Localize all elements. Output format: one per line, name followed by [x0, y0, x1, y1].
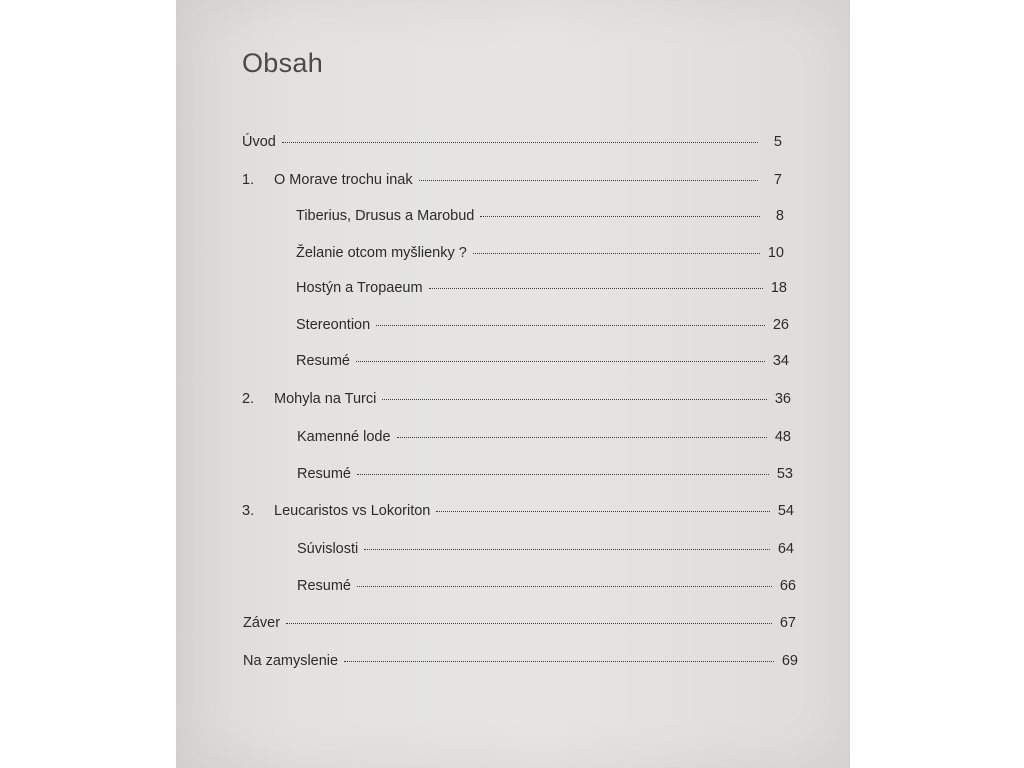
toc-entry-title: Leucaristos vs Lokoriton: [274, 503, 431, 519]
toc-entry-title: Resumé: [296, 353, 350, 369]
dot-leader: [282, 142, 758, 143]
toc-entry-number: 1.: [242, 172, 255, 188]
toc-entry-page-number: 10: [767, 245, 784, 261]
table-of-contents: [176, 0, 850, 768]
toc-entry: [296, 245, 784, 265]
dot-leader: [357, 474, 769, 475]
toc-entry-title: O Morave trochu inak: [274, 172, 413, 188]
dot-leader: [436, 511, 770, 512]
dot-leader: [397, 437, 767, 438]
toc-entry-title: Resumé: [297, 578, 351, 594]
toc-entry-title: Úvod: [242, 134, 276, 150]
toc-entry: [243, 653, 798, 673]
toc-entry-page-number: 48: [774, 429, 791, 445]
toc-entry-page-number: 69: [781, 653, 798, 669]
toc-entry-title: Záver: [243, 615, 281, 631]
toc-entry: [297, 429, 791, 449]
dot-leader: [480, 216, 760, 217]
toc-entry-title: Resumé: [297, 466, 351, 482]
toc-entry-page-number: 66: [779, 578, 796, 594]
dot-leader: [419, 180, 758, 181]
dot-leader: [286, 623, 772, 624]
dot-leader: [429, 288, 763, 289]
toc-entry: [243, 615, 796, 635]
toc-entry-page-number: 54: [777, 503, 794, 519]
toc-entry-page-number: 7: [773, 172, 782, 188]
toc-entry: [242, 503, 794, 523]
toc-entry-number: 3.: [242, 503, 255, 519]
toc-entry: [296, 353, 789, 373]
dot-leader: [356, 361, 765, 362]
toc-entry: [296, 280, 787, 300]
toc-entry-title: Mohyla na Turci: [274, 391, 377, 407]
dot-leader: [382, 399, 767, 400]
book-page: [176, 0, 850, 768]
toc-entry-page-number: 5: [773, 134, 782, 150]
toc-entry-title: Želanie otcom myšlienky ?: [296, 245, 467, 261]
toc-entry: [242, 134, 782, 154]
toc-entry: [296, 317, 789, 337]
toc-entry-title: Kamenné lode: [297, 429, 391, 445]
toc-entry: [297, 578, 796, 598]
toc-entry-page-number: 8: [775, 208, 784, 224]
toc-entry-number: 2.: [242, 391, 255, 407]
toc-entry-page-number: 26: [772, 317, 789, 333]
dot-leader: [357, 586, 772, 587]
toc-entry-page-number: 64: [777, 541, 794, 557]
dot-leader: [344, 661, 774, 662]
toc-entry: [296, 208, 784, 228]
toc-entry-title: Stereontion: [296, 317, 371, 333]
toc-entry-title: Súvislosti: [297, 541, 359, 557]
toc-entry-page-number: 67: [779, 615, 796, 631]
dot-leader: [364, 549, 770, 550]
dot-leader: [376, 325, 765, 326]
toc-entry: [297, 541, 794, 561]
toc-entry-page-number: 34: [772, 353, 789, 369]
toc-entry-title: Na zamyslenie: [243, 653, 339, 669]
toc-entry: [297, 466, 793, 486]
toc-entry-page-number: 36: [774, 391, 791, 407]
toc-entry-title: Tiberius, Drusus a Marobud: [296, 208, 475, 224]
page-title: Obsah: [242, 48, 324, 78]
toc-entry-title: Hostýn a Tropaeum: [296, 280, 423, 296]
toc-entry: [242, 172, 782, 192]
dot-leader: [473, 253, 760, 254]
toc-entry-page-number: 53: [776, 466, 793, 482]
toc-entry-page-number: 18: [770, 280, 787, 296]
toc-entry: [242, 391, 791, 411]
